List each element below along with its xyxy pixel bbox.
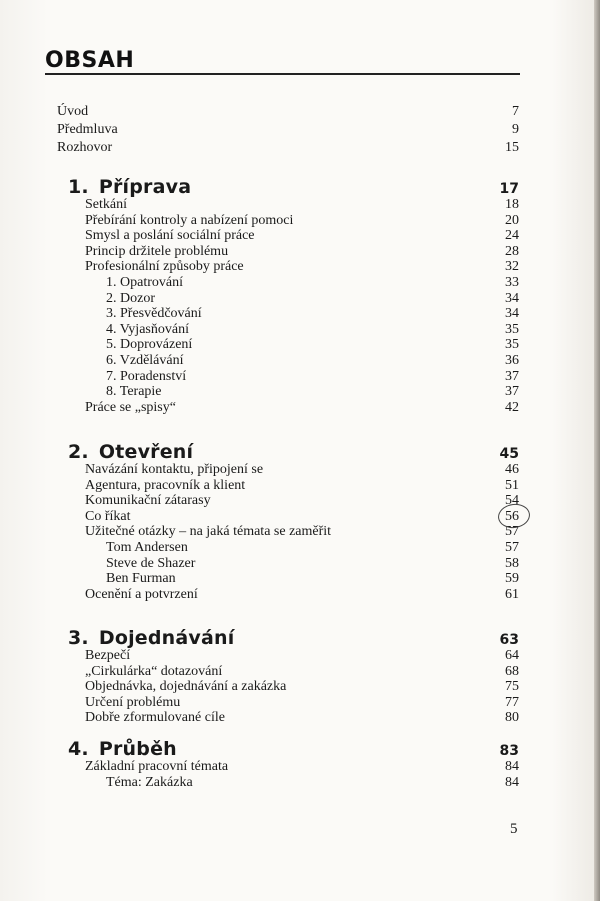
toc-entry-page: 7 [512,104,519,119]
toc-entry-page: 84 [505,759,519,774]
toc-entry [85,586,519,603]
toc-entry-page: 56 [505,508,519,524]
toc-entry-label: 2. Dozor [106,290,155,306]
toc-entry-label: Tom Andersen [106,540,188,555]
toc-entry [85,678,519,695]
toc-entry [106,305,519,322]
toc-entry-label: Předmluva [57,122,118,137]
toc-entry [85,258,519,275]
chapter-title-text: Příprava [98,176,192,198]
toc-entry [85,508,519,525]
chapter-title-text: Průběh [98,738,177,760]
toc-entry-page: 36 [505,353,519,368]
page-number: 5 [510,821,518,837]
chapter-page: 83 [499,743,519,759]
toc-entry-page: 28 [505,243,519,259]
toc-entry-label: Komunikační zátarasy [85,493,211,509]
toc-entry-label: 8. Terapie [106,384,162,400]
toc-entry-page: 33 [505,275,519,290]
toc-entry-label: Úvod [57,104,89,119]
toc-entry-page: 57 [505,540,519,555]
chapter-title [68,627,234,649]
toc-entry [57,139,519,156]
chapter-number: 3. [68,627,89,649]
toc-entry-label: Základní pracovní témata [85,759,229,774]
toc-entry-label: Objednávka, dojednávání a zakázka [85,679,287,695]
toc-entry [85,492,519,509]
toc-entry [106,539,519,556]
toc-entry-page: 61 [505,586,519,602]
toc-entry-label: Ben Furman [106,571,176,587]
chapter-page: 17 [499,181,519,197]
toc-entry [85,477,519,494]
toc-entry [85,212,519,229]
toc-entry [106,555,519,572]
toc-entry [106,290,519,307]
toc-entry-label: Steve de Shazer [106,555,196,571]
toc-entry-page: 15 [505,140,519,155]
chapter-number: 2. [68,441,89,463]
toc-entry [85,647,519,664]
toc-entry [85,399,519,416]
toc-entry [85,461,519,478]
toc-entry [106,274,519,291]
toc-entry-label: Užitečné otázky – na jaká témata se zaměřit [85,524,332,540]
toc-entry-page: 37 [505,368,519,384]
toc-entry [106,321,519,338]
toc-entry-label: Setkání [85,197,127,212]
toc-entry-label: 5. Doprovázení [106,337,193,353]
toc-entry-page: 68 [505,663,519,679]
toc-entry [57,103,519,120]
toc-entry-label: 1. Opatrování [106,275,183,290]
chapter-title-text: Dojednávání [98,627,235,649]
toc-entry-page: 84 [505,774,519,790]
chapter-title [68,441,193,463]
toc-entry-label: Ocenění a potvrzení [85,586,198,602]
toc-entry-page: 57 [505,524,519,540]
toc-entry-page: 20 [505,212,519,228]
chapter-page: 63 [499,632,519,648]
toc-entry [106,570,519,587]
toc-entry [85,523,519,540]
chapter-number: 1. [68,176,89,198]
toc-entry [106,368,519,385]
toc-entry [85,243,519,260]
chapter-number: 4. [68,738,89,760]
chapter-title [68,176,191,198]
toc-entry-page: 51 [505,477,519,493]
toc-entry-page: 35 [505,321,519,337]
toc-entry-label: 4. Vyjasňování [106,321,189,337]
chapter-page: 45 [499,446,519,462]
toc-entry-page: 24 [505,228,519,244]
toc-entry [106,774,519,791]
toc-entry-page: 9 [512,122,519,137]
toc-entry-page: 58 [505,555,519,571]
toc-entry [106,336,519,353]
toc-entry [85,694,519,711]
chapter-title [68,738,177,760]
toc-entry-page: 35 [505,337,519,353]
toc-entry [106,383,519,400]
toc-entry [85,758,519,775]
toc-entry-page: 54 [505,493,519,509]
toc-entry-page: 46 [505,462,519,477]
toc-entry-page: 34 [505,290,519,306]
toc-entry-page: 64 [505,648,519,663]
toc-entry-label: Navázání kontaktu, připojení se [85,462,264,477]
toc-entry-page: 80 [505,710,519,726]
toc-entry-label: Práce se „spisy“ [85,399,176,415]
toc-entry-label: Určení problému [85,694,181,710]
toc-entry-label: Smysl a poslání sociální práce [85,228,255,244]
toc-entry-label: 3. Přesvědčování [106,306,202,322]
toc-entry-page: 32 [505,259,519,275]
toc-entry-label: Rozhovor [57,140,113,155]
toc-entry-label: „Cirkulárka“ dotazování [85,663,223,679]
toc-entry-page: 18 [505,197,519,212]
toc-entry-page: 37 [505,384,519,400]
page-title: OBSAH [45,48,135,73]
toc-entry [106,352,519,369]
toc-entry-label: Téma: Zakázka [106,774,193,790]
toc-entry [85,709,519,726]
toc-entry [85,663,519,680]
toc-entry-label: Dobře zformulované cíle [85,710,225,726]
toc-entry-label: 6. Vzdělávání [106,353,184,368]
toc-entry-label: Agentura, pracovník a klient [85,477,246,493]
toc-entry-page: 42 [505,399,519,415]
toc-entry [85,196,519,213]
toc-entry [85,227,519,244]
toc-entry-label: Co říkat [85,508,131,524]
toc-entry-label: 7. Poradenství [106,368,187,384]
toc-entry [57,121,519,138]
toc-entry-label: Profesionální způsoby práce [85,259,244,275]
toc-entry-page: 34 [505,306,519,322]
toc-entry-label: Princip držitele problému [85,243,229,259]
toc-entry-label: Přebírání kontroly a nabízení pomoci [85,212,294,228]
toc-entry-page: 75 [505,679,519,695]
toc-entry-page: 59 [505,571,519,587]
toc-entry-label: Bezpečí [85,648,131,663]
toc-entry-page: 77 [505,694,519,710]
chapter-title-text: Otevření [98,441,194,463]
